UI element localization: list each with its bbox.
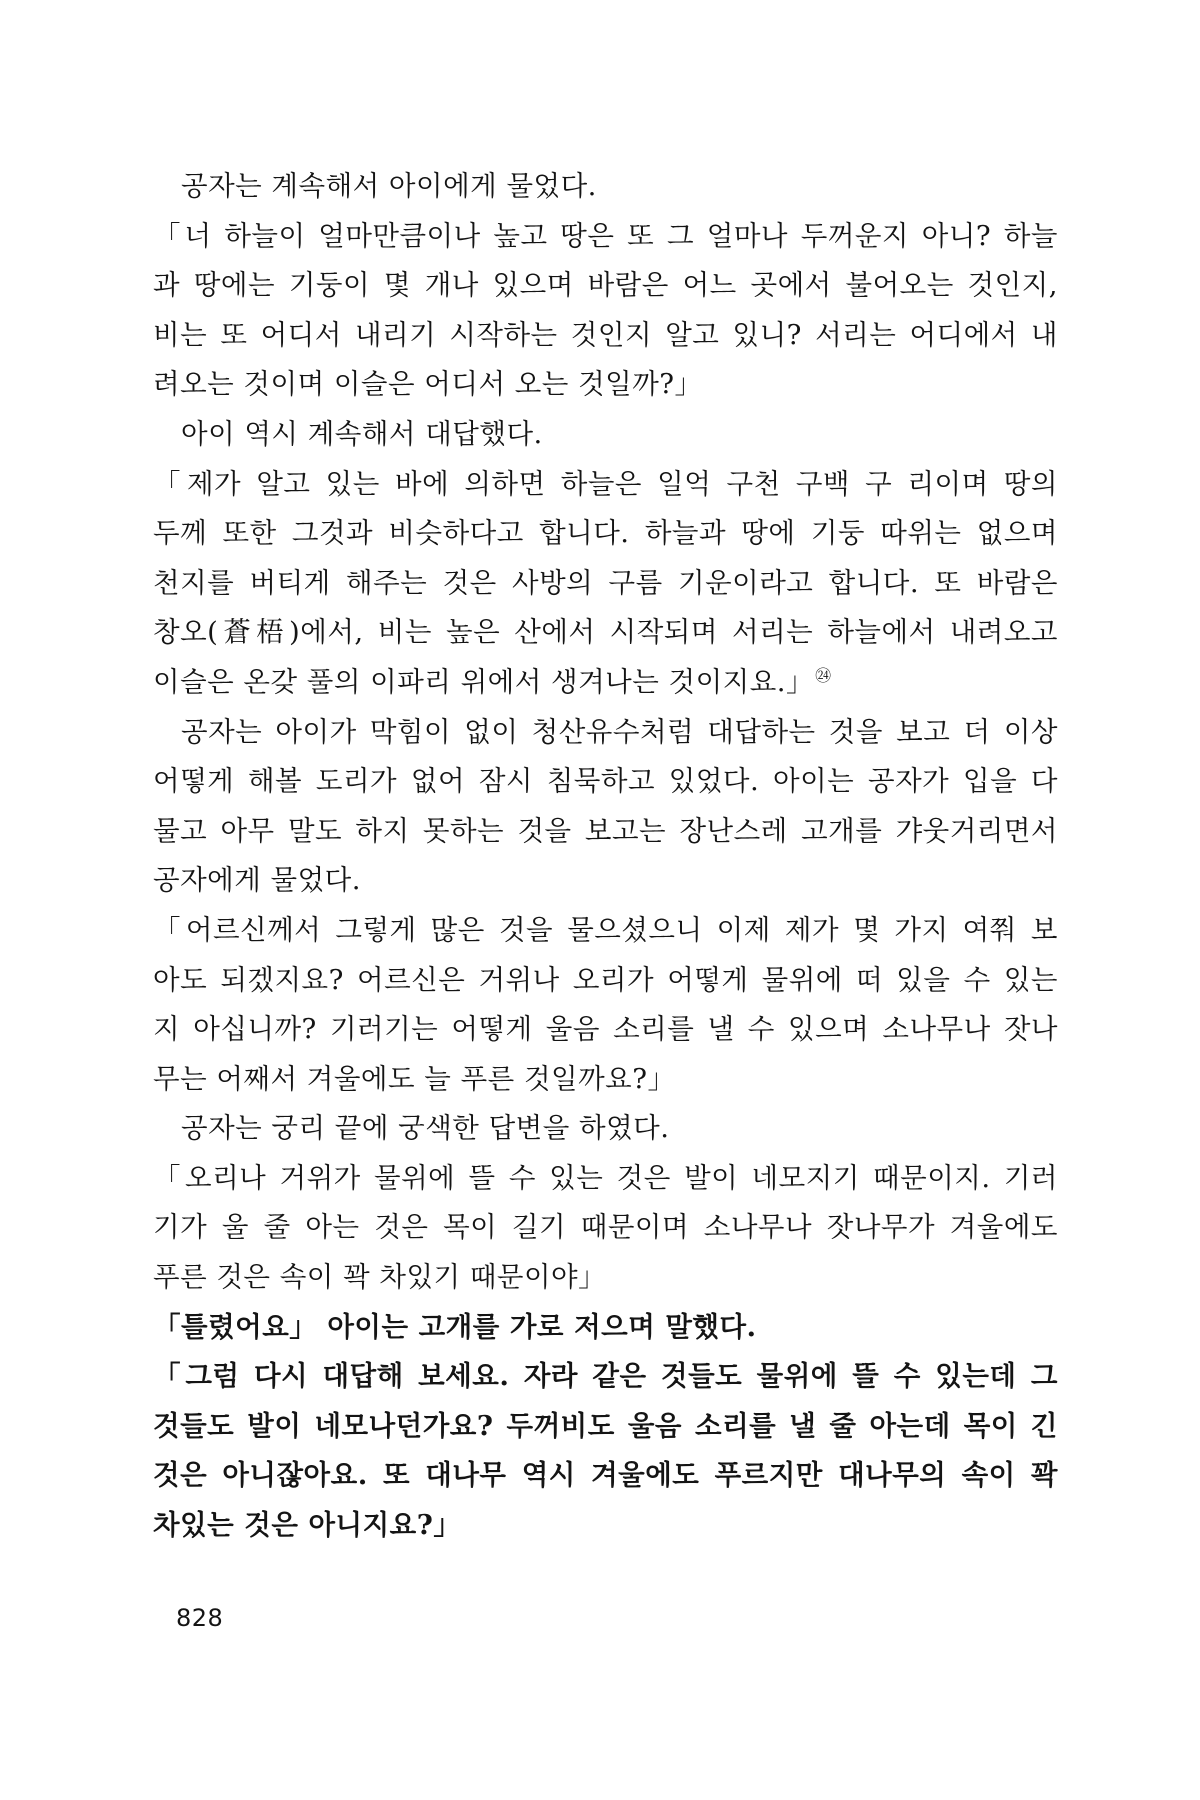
text-line: 려오는 것이며 이슬은 어디서 오는 것일까?」 xyxy=(153,368,703,401)
text-line-content: 이슬은 온갖 풀의 이파리 위에서 생겨나는 것이지요.」 xyxy=(153,665,815,698)
text-line: 「너 하늘이 얼마만큼이나 높고 땅은 또 그 얼마나 두꺼운지 아니? 하늘 xyxy=(153,219,1058,252)
text-line: 공자는 궁리 끝에 궁색한 답변을 하였다. xyxy=(181,1112,670,1145)
text-line: 아도 되겠지요? 어르신은 거위나 오리가 어떻게 물위에 떠 있을 수 있는 xyxy=(153,963,1058,996)
text-line: 「오리나 거위가 물위에 뜰 수 있는 것은 발이 네모지기 때문이지. 기러 xyxy=(153,1161,1058,1194)
text-line: 아이 역시 계속해서 대답했다. xyxy=(181,417,543,450)
text-line: 창오(蒼梧)에서, 비는 높은 산에서 시작되며 서리는 하늘에서 내려오고 xyxy=(153,616,1058,649)
text-line: 공자는 아이가 막힘이 없이 청산유수처럼 대답하는 것을 보고 더 이상 xyxy=(181,715,1058,748)
text-line: 차있는 것은 아니지요?」 xyxy=(153,1509,462,1542)
text-line: 기가 울 줄 아는 것은 목이 길기 때문이며 소나무나 잣나무가 겨울에도 xyxy=(153,1211,1058,1244)
paragraph-group-bold xyxy=(153,1303,1058,1551)
text-line: 물고 아무 말도 하지 못하는 것을 보고는 장난스레 고개를 갸웃거리면서 xyxy=(153,814,1058,847)
text-line: 「제가 알고 있는 바에 의하면 하늘은 일억 구천 구백 구 리이며 땅의 xyxy=(153,467,1058,500)
text-line: 두께 또한 그것과 비슷하다고 합니다. 하늘과 땅에 기둥 따위는 없으며 xyxy=(153,517,1058,550)
text-line: 푸른 것은 속이 꽉 차있기 때문이야」 xyxy=(153,1261,607,1294)
paragraph-narration xyxy=(153,708,1058,906)
paragraph-narration xyxy=(153,162,1058,212)
text-line: 어떻게 해볼 도리가 없어 잠시 침묵하고 있었다. 아이는 공자가 입을 다 xyxy=(153,765,1058,798)
text-line: 지 아십니까? 기러기는 어떻게 울음 소리를 낼 수 있으며 소나무나 잣나 xyxy=(153,1013,1058,1046)
page-number: 828 xyxy=(176,1604,224,1632)
text-line: 「틀렸어요」 아이는 고개를 가로 저으며 말했다. xyxy=(153,1310,757,1343)
text-line: 「어르신께서 그렇게 많은 것을 물으셨으니 이제 제가 몇 가지 여쭤 보 xyxy=(153,913,1058,946)
text-line: 비는 또 어디서 내리기 시작하는 것인지 알고 있니? 서리는 어디에서 내 xyxy=(153,318,1058,351)
text-line: 공자는 계속해서 아이에게 물었다. xyxy=(181,170,597,202)
paragraph-dialogue xyxy=(153,460,1058,708)
text-line: 것은 아니잖아요. 또 대나무 역시 겨울에도 푸르지만 대나무의 속이 꽉 xyxy=(153,1459,1058,1492)
paragraph-dialogue xyxy=(153,1154,1058,1303)
paragraph-dialogue xyxy=(153,1303,1058,1353)
footnote-marker: ㉔ xyxy=(815,665,832,685)
paragraph-narration xyxy=(153,410,1058,460)
text-line-with-footnote xyxy=(153,658,1058,708)
text-line: 「그럼 다시 대답해 보세요. 자라 같은 것들도 물위에 뜰 수 있는데 그 xyxy=(153,1360,1058,1393)
body-text xyxy=(153,162,1058,1551)
text-line: 과 땅에는 기둥이 몇 개나 있으며 바람은 어느 곳에서 불어오는 것인지, xyxy=(153,269,1058,302)
paragraph-dialogue xyxy=(153,1352,1058,1550)
paragraph-dialogue xyxy=(153,906,1058,1104)
text-line: 무는 어째서 겨울에도 늘 푸른 것일까요?」 xyxy=(153,1062,676,1095)
text-line: 천지를 버티게 해주는 것은 사방의 구름 기운이라고 합니다. 또 바람은 xyxy=(153,566,1058,599)
text-line: 것들도 발이 네모나던가요? 두꺼비도 울음 소리를 낼 줄 아는데 목이 긴 xyxy=(153,1409,1058,1442)
paragraph-dialogue xyxy=(153,212,1058,410)
paragraph-narration xyxy=(153,1104,1058,1154)
text-line: 공자에게 물었다. xyxy=(153,864,361,897)
